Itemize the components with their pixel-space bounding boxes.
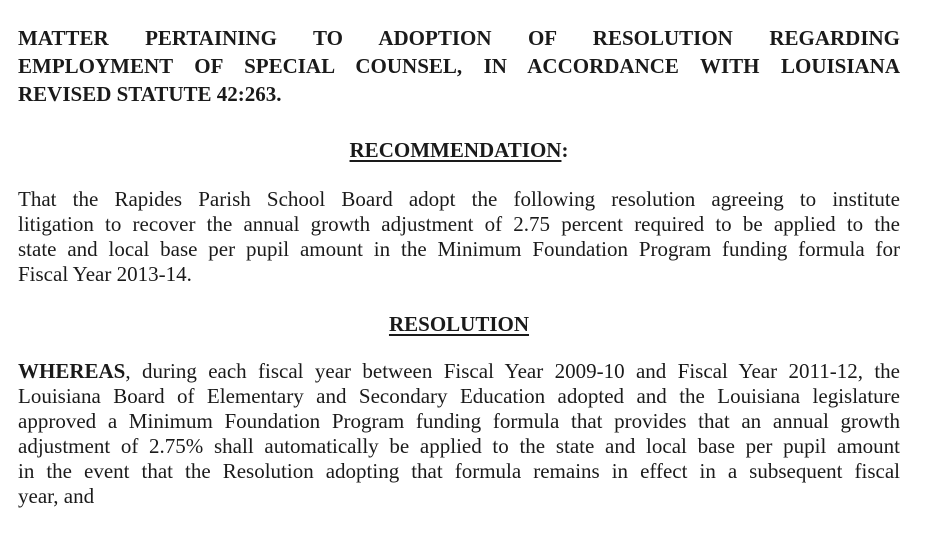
heading-line-2: EMPLOYMENT OF SPECIAL COUNSEL, IN ACCORDANCE WITH LOUISIANA: [18, 54, 900, 78]
recommendation-title-colon: :: [561, 138, 569, 162]
whereas-line-6: year, and: [18, 484, 95, 508]
recommendation-line-2: litigation to recover the annual growth adjustment of 2.75 percent required to be applied to the: [18, 212, 900, 236]
recommendation-line-4: Fiscal Year 2013-14.: [18, 262, 192, 286]
recommendation-line-3: state and local base per pupil amount in the Minimum Foundation Program funding formula for: [18, 237, 900, 261]
whereas-line-3: approved a Minimum Foundation Program funding formula that provides that an annual growth: [18, 409, 900, 433]
whereas-paragraph: [18, 359, 900, 509]
whereas-line-4: adjustment of 2.75% shall automatically be applied to the state and local base per pupil amount: [18, 434, 900, 458]
heading-line-1: MATTER PERTAINING TO ADOPTION OF RESOLUTION REGARDING: [18, 26, 900, 50]
whereas-line-1-text: , during each fiscal year between Fiscal Year 2009-10 and Fiscal Year 2011-12, the: [125, 359, 900, 383]
resolution-title-text: RESOLUTION: [388, 312, 530, 336]
recommendation-paragraph: [18, 187, 900, 287]
whereas-line-2: Louisiana Board of Elementary and Secondary Education adopted and the Louisiana legislature: [18, 384, 900, 408]
heading-line-3: REVISED STATUTE 42:263.: [18, 82, 282, 106]
whereas-line-5: in the event that the Resolution adopting that formula remains in effect in a subsequent fiscal: [18, 459, 900, 483]
whereas-line-1: [18, 359, 900, 384]
document-heading: [18, 24, 900, 108]
document-page: [18, 24, 900, 509]
whereas-label: WHEREAS: [18, 359, 126, 383]
recommendation-title: [18, 136, 900, 164]
recommendation-title-text: RECOMMENDATION: [349, 138, 562, 162]
resolution-title: [18, 310, 900, 338]
recommendation-line-1: That the Rapides Parish School Board adopt the following resolution agreeing to institute: [18, 187, 900, 211]
